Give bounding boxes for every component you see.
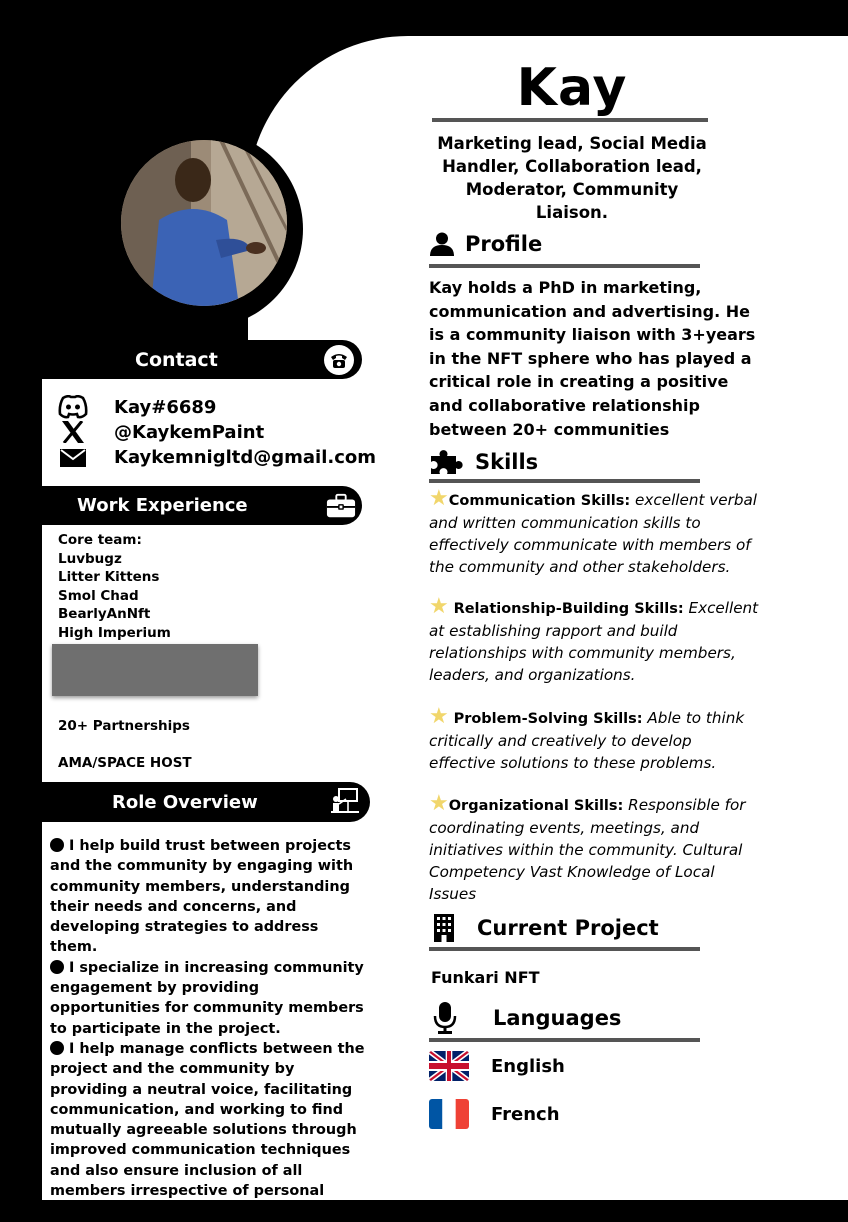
role-text: I help manage conflicts between the project and the community by providing a neutral voice, facilitating communication, and working to find mutually agreeable solutions through improved communication techniques and also ensure inclusion of all members irrespective of personal factors. xyxy=(50,1040,365,1220)
x-logo-icon xyxy=(58,421,88,443)
bullet-icon xyxy=(50,838,64,852)
job-title-line: Marketing lead, Social Media xyxy=(437,134,707,153)
bullet-icon xyxy=(50,1041,64,1055)
avatar xyxy=(121,140,287,306)
microphone-icon xyxy=(433,1002,457,1034)
skill-item xyxy=(429,704,759,774)
project-item: High Imperium xyxy=(58,624,171,641)
presenter-icon xyxy=(330,787,360,817)
skill-desc: Able to think critically and creatively to develop effective solutions to these problems. xyxy=(429,709,745,772)
host-text: AMA/SPACE HOST xyxy=(58,755,192,771)
job-title-line: Moderator, Community xyxy=(465,180,679,199)
language-item xyxy=(429,1099,560,1129)
language-name: English xyxy=(491,1055,565,1077)
project-item: Luvbugz xyxy=(58,550,122,567)
skills-rule xyxy=(429,479,700,483)
project-rule xyxy=(429,947,700,951)
discord-handle[interactable]: Kay#6689 xyxy=(114,396,217,418)
partnerships-text: 20+ Partnerships xyxy=(58,718,190,734)
role-item xyxy=(50,836,368,958)
uk-flag-icon xyxy=(429,1051,469,1081)
skill-title: Organizational Skills: xyxy=(448,798,624,814)
skill-desc: excellent verbal and written communication skills to effectively communicate with members of the community and other stakeholders. xyxy=(429,491,758,576)
project-item: Litter Kittens xyxy=(58,569,160,586)
person-icon xyxy=(429,232,455,256)
top-black-bar xyxy=(0,0,848,36)
building-icon xyxy=(433,914,455,942)
languages-heading xyxy=(433,1002,621,1034)
job-titles xyxy=(432,132,712,224)
puzzle-icon xyxy=(429,450,465,474)
job-title-line: Liaison. xyxy=(535,203,609,222)
role-text: I specialize in increasing community engagement by providing opportunities for community members to participate in the project. xyxy=(50,959,364,1037)
contact-discord-row xyxy=(58,395,216,419)
project-item: Smol Chad xyxy=(58,587,139,604)
redacted-block xyxy=(52,644,258,696)
star-icon: ★ xyxy=(429,791,449,816)
skill-title: Problem-Solving Skills: xyxy=(453,711,643,727)
role-item xyxy=(50,958,368,1039)
project-item: BearlyAnNft xyxy=(58,606,151,623)
role-item xyxy=(50,1039,368,1222)
skill-item xyxy=(429,791,759,905)
role-list xyxy=(50,836,368,1222)
avatar-photo xyxy=(121,140,287,306)
france-flag-icon xyxy=(429,1099,469,1129)
current-project-value: Funkari NFT xyxy=(431,968,540,987)
profile-text: Kay holds a PhD in marketing, communication and advertising. He is a community liaison with 3+years in the NFT sphere who has played a critical role in creating a positive and collaborative relationship between 20+ communities xyxy=(429,278,756,439)
profile-rule xyxy=(429,264,700,268)
role-text: I help build trust between projects and the community by engaging with community members, understanding their needs and concerns, and developing strategies to address them. xyxy=(50,838,354,956)
profile-heading-label: Profile xyxy=(465,232,543,256)
contact-email-row xyxy=(58,447,376,468)
star-icon: ★ xyxy=(429,704,449,729)
briefcase-icon xyxy=(326,491,356,521)
skill-desc: Responsible for coordinating events, meetings, and initiatives within the community. Cultural Competency Vast Knowledge of Local Issues xyxy=(429,796,746,903)
contact-heading: Contact xyxy=(135,348,218,371)
contact-header-bar xyxy=(42,340,362,379)
star-icon: ★ xyxy=(429,594,449,619)
skill-title: Communication Skills: xyxy=(448,493,631,509)
languages-rule xyxy=(429,1038,700,1042)
role-heading: Role Overview xyxy=(112,791,258,813)
language-item xyxy=(429,1051,565,1081)
mail-icon xyxy=(58,449,88,467)
star-icon: ★ xyxy=(429,486,449,511)
job-title-line: Handler, Collaboration lead, xyxy=(442,157,702,176)
languages-label: Languages xyxy=(493,1006,622,1030)
profile-heading xyxy=(429,232,542,256)
bullet-icon xyxy=(50,960,64,974)
work-heading: Work Experience xyxy=(77,495,248,516)
name-underline xyxy=(432,118,708,122)
skill-item xyxy=(429,594,759,686)
skill-item xyxy=(429,486,759,578)
work-header-bar xyxy=(42,486,362,525)
current-project-heading xyxy=(433,914,659,942)
person-name: Kay xyxy=(516,58,628,118)
skills-heading-label: Skills xyxy=(475,450,539,474)
skills-heading xyxy=(429,450,538,474)
phone-icon xyxy=(324,345,354,375)
skill-desc: Excellent at establishing rapport and build relationships with community members, leaders, and organizations. xyxy=(429,599,759,684)
core-team-label: Core team: xyxy=(58,532,142,548)
role-header-bar xyxy=(42,782,370,822)
work-list xyxy=(58,531,171,643)
contact-x-row xyxy=(58,421,264,443)
x-handle[interactable]: @KaykemPaint xyxy=(114,421,265,443)
skill-title: Relationship-Building Skills: xyxy=(453,601,684,617)
language-name: French xyxy=(491,1103,560,1125)
email-address[interactable]: Kaykemnigltd@gmail.com xyxy=(114,447,377,468)
current-project-label: Current Project xyxy=(477,916,659,940)
discord-icon xyxy=(58,395,88,419)
